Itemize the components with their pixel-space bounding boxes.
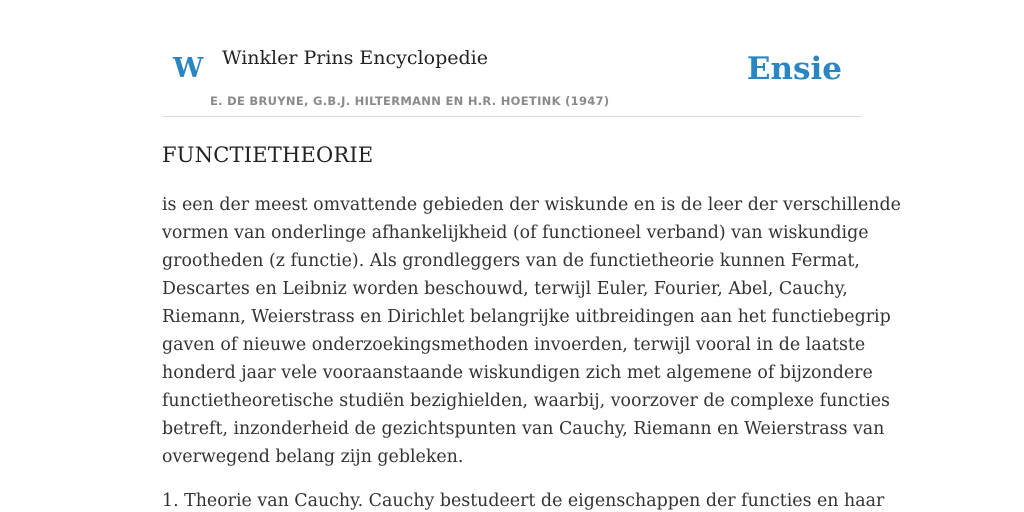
article [162,139,901,512]
paragraph-line: Riemann, Weierstrass en Dirichlet belangrijke uitbreidingen aan het functiebegrip [162,307,891,327]
paragraph-line: 1. Theorie van Cauchy. Cauchy bestudeert de eigenschappen der functies en haar [162,491,885,511]
header [162,0,862,117]
paragraph-line: Descartes en Leibniz worden beschouwd, terwijl Euler, Fourier, Abel, Cauchy, [162,279,848,299]
article-paragraph-2 [162,487,885,512]
brand-logo[interactable]: Ensie [746,51,842,87]
paragraph-line: vormen van onderlinge afhankelijkheid (of functioneel verband) van wiskundige [162,223,869,243]
publication-title[interactable]: Winkler Prins Encyclopedie [222,47,488,69]
paragraph-line: functietheoretische studiën bezighielden, waarbij, voorzover de complexe functies [162,391,890,411]
paragraph-line: gaven of nieuwe onderzoekingsmethoden invoerden, terwijl vooral in de laatste [162,335,866,355]
publication-logo[interactable]: W [173,53,204,84]
paragraph-line: is een der meest omvattende gebieden der wiskunde en is de leer der verschillende [162,195,901,215]
paragraph-line: grootheden (z functie). Als grondleggers van de functietheorie kunnen Fermat, [162,251,860,271]
publication-authors: E. DE BRUYNE, G.B.J. HILTERMANN EN H.R. HOETINK (1947) [210,94,610,108]
paragraph-line: betreft, inzonderheid de gezichtspunten van Cauchy, Riemann en Weierstrass van [162,419,885,439]
paragraph-line: overwegend belang zijn gebleken. [162,447,464,467]
article-title: FUNCTIETHEORIE [162,143,374,167]
article-paragraph-1 [162,191,901,471]
paragraph-line: honderd jaar vele vooraanstaande wiskundigen zich met algemene of bijzondere [162,363,873,383]
